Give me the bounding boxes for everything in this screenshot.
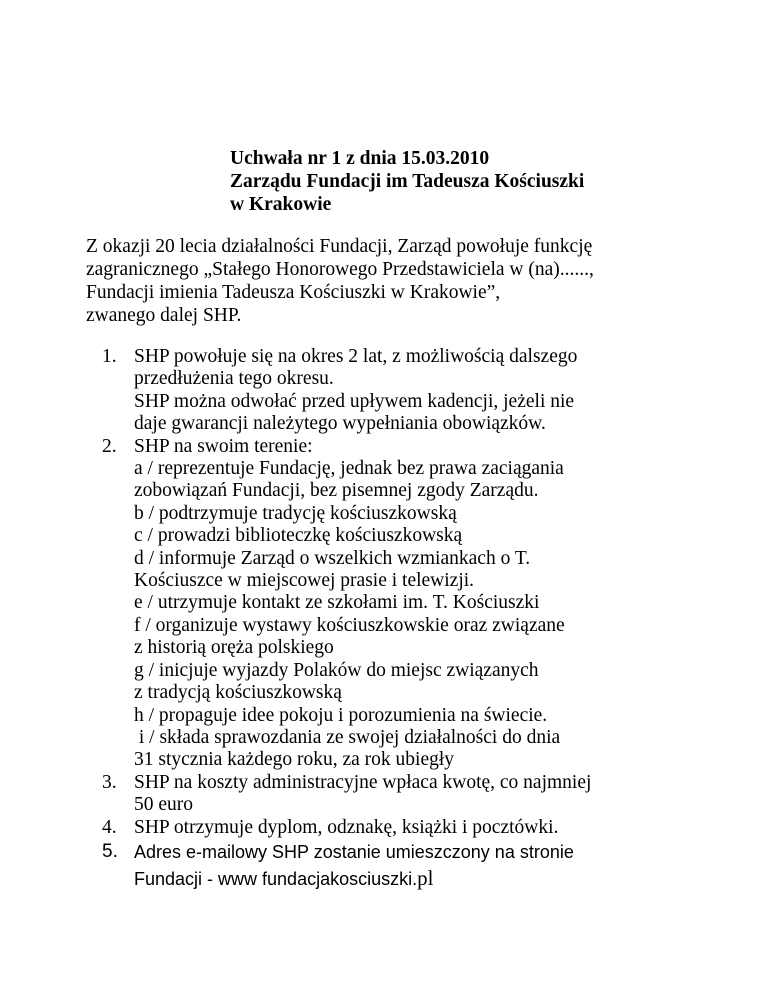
list-line: 50 euro xyxy=(134,794,194,816)
list-line: Kościuszce w miejscowej prasie i telewizji. xyxy=(134,570,475,592)
list-item-3 xyxy=(102,772,742,817)
list-number: 4. xyxy=(102,816,117,838)
list-line: d / informuje Zarząd o wszelkich wzmiankach o T. xyxy=(134,547,531,569)
list-line: z tradycją kościuszkowską xyxy=(134,682,342,704)
resolution-header xyxy=(230,147,584,216)
list-line: SHP można odwołać przed upływem kadencji, jeżeli nie xyxy=(134,390,575,412)
list-line: i / składa sprawozdania ze swojej działalności do dnia xyxy=(134,726,561,748)
intro-line: zagranicznego „Stałego Honorowego Przedstawiciela w (na)......, xyxy=(86,259,594,280)
list-item-2 xyxy=(102,436,742,772)
list-line: a / reprezentuje Fundację, jednak bez prawa zaciągania xyxy=(134,458,564,480)
list-line: f / organizuje wystawy kościuszkowskie oraz związane xyxy=(134,614,565,636)
list-line: g / inicjuje wyjazdy Polaków do miejsc związanych xyxy=(134,659,539,681)
resolution-issuer: Zarządu Fundacji im Tadeusza Kościuszki xyxy=(230,171,585,192)
list-item-1 xyxy=(102,346,742,436)
website-tld: pl xyxy=(417,865,434,890)
numbered-list xyxy=(102,346,742,892)
list-line: 31 stycznia każdego roku, za rok ubiegły xyxy=(134,749,455,771)
list-number: 5. xyxy=(102,840,118,862)
intro-line: zwanego dalej SHP. xyxy=(86,305,242,326)
resolution-title: Uchwała nr 1 z dnia 15.03.2010 xyxy=(230,148,490,169)
list-item-5 xyxy=(102,839,742,892)
resolution-location: w Krakowie xyxy=(230,194,332,215)
list-number: 3. xyxy=(102,771,117,793)
list-line: b / podtrzymuje tradycję kościuszkowską xyxy=(134,502,457,524)
list-line: c / prowadzi biblioteczkę kościuszkowską xyxy=(134,525,463,547)
list-line: przedłużenia tego okresu. xyxy=(134,368,334,390)
website-text: Fundacji - www fundacjakosciuszki. xyxy=(134,868,418,889)
list-item-4 xyxy=(102,817,742,839)
website-line xyxy=(134,865,742,892)
list-line: Adres e-mailowy SHP zostanie umieszczony na stronie xyxy=(134,841,574,862)
intro-line: Z okazji 20 lecia działalności Fundacji, Zarząd powołuje funkcję xyxy=(86,236,593,257)
list-number: 2. xyxy=(102,435,117,457)
list-line: SHP otrzymuje dyplom, odznakę, książki i pocztówki. xyxy=(134,816,559,838)
list-line: daje gwarancji należytego wypełniania obowiązków. xyxy=(134,413,546,435)
list-line: SHP na swoim terenie: xyxy=(134,435,313,457)
list-number: 1. xyxy=(102,346,117,367)
intro-paragraph xyxy=(86,235,726,327)
list-line: e / utrzymuje kontakt ze szkołami im. T. Kościuszki xyxy=(134,592,540,614)
list-line: SHP na koszty administracyjne wpłaca kwotę, co najmniej xyxy=(134,771,592,793)
intro-line: Fundacji imienia Tadeusza Kościuszki w Krakowie”, xyxy=(86,282,501,303)
list-line: h / propaguje idee pokoju i porozumienia na świecie. xyxy=(134,704,548,726)
list-line: SHP powołuje się na okres 2 lat, z możliwością dalszego xyxy=(134,346,578,367)
list-line: zobowiązań Fundacji, bez pisemnej zgody Zarządu. xyxy=(134,480,539,502)
list-line: z historią oręża polskiego xyxy=(134,637,334,659)
